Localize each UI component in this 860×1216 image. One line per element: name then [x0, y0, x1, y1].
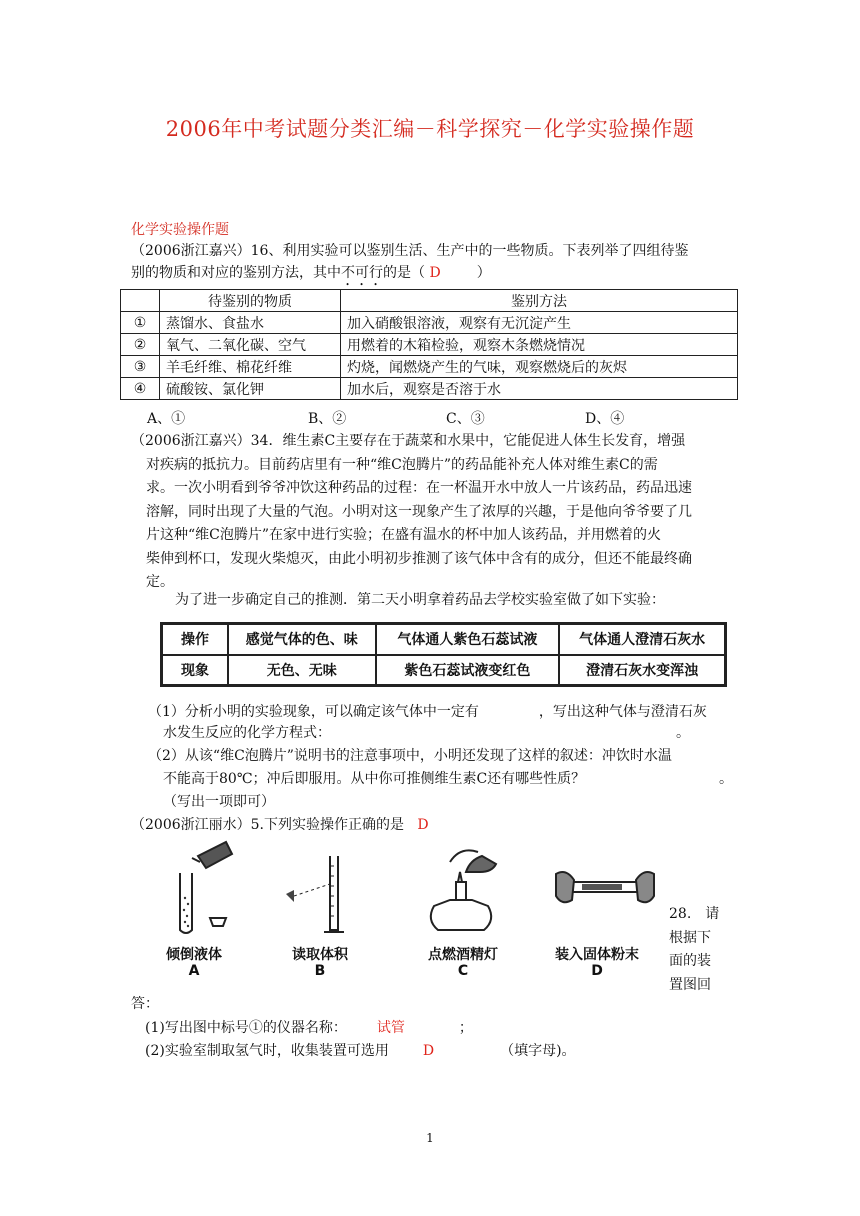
figure-letter: B: [314, 963, 326, 979]
table-cell: ③: [121, 356, 160, 378]
q28-side-line: 28. 请: [669, 906, 720, 922]
table-row: [162, 624, 726, 655]
figure-letter: D: [591, 963, 603, 979]
table-cell: 加入硝酸银溶液，观察有无沉淀产生: [341, 312, 738, 334]
q34-line: 片这种“维C泡腾片”在家中进行实验；在盛有温水的杯中加人该药品，并用燃着的火: [146, 527, 662, 543]
q34-line: 求。一次小明看到爷爷冲饮这种药品的过程：在一杯温开水中放人一片该药品，药品迅速: [146, 480, 692, 496]
figure-letter: C: [457, 963, 469, 979]
figure-label: 读取体积: [292, 947, 348, 963]
table-cell: 现象: [162, 655, 229, 686]
option-b: B、②: [308, 411, 347, 427]
option-a: A、①: [147, 411, 186, 427]
table-header: [121, 290, 160, 312]
option-d: D、④: [585, 411, 625, 427]
alcohol-lamp-figure: [420, 842, 510, 937]
figure-label: 装入固体粉末: [555, 947, 639, 963]
q16-table: [120, 289, 738, 400]
q34-sub1-end: 。: [676, 725, 690, 741]
q16-stem-post: 的是（: [383, 265, 425, 281]
table-cell: ②: [121, 334, 160, 356]
q28-sub2-answer: D: [422, 1043, 435, 1059]
q34-paragraph-2: 为了进一步确定自己的推测．第二天小明拿着药品去学校实验室做了如下实验：: [175, 592, 665, 608]
table-cell: 澄清石灰水变浑浊: [559, 655, 725, 686]
figure-label: 点燃酒精灯: [428, 947, 498, 963]
table-row: [162, 655, 726, 686]
figure-label: 倾倒液体: [166, 947, 222, 963]
q34-line: 定。: [146, 574, 174, 590]
table-cell: 气体通人澄清石灰水: [559, 624, 725, 655]
page-title: 2006年中考试题分类汇编－科学探究－化学实验操作题: [165, 117, 695, 141]
graduated-cylinder-figure: [280, 852, 360, 937]
q16-stem-line2: [131, 262, 491, 289]
q34-sub1-line1: [148, 701, 707, 723]
table-cell: ④: [121, 378, 160, 400]
table-cell: 气体通人紫色石蕊试液: [376, 624, 560, 655]
q5-stem-text: （2006浙江丽水）5.下列实验操作正确的是: [131, 817, 404, 833]
table-row: [121, 356, 738, 378]
q28-sub1-end: ；: [458, 1020, 473, 1036]
q28-side-text: [669, 903, 719, 997]
table-row: [121, 378, 738, 400]
q34-line: （2006浙江嘉兴）34．维生素C主要存在于蔬菜和水果中，它能促进人体生长发育，增强: [131, 433, 686, 449]
experiment-table: [160, 622, 727, 687]
q28-sub1-text: (1)写出图中标号①的仪器名称：: [145, 1020, 347, 1036]
option-c: C、③: [446, 411, 485, 427]
q34-sub2-line1: （2）从该“维C泡腾片”说明书的注意事项中，小明还发现了这样的叙述：冲饮时水温: [148, 748, 672, 764]
q34-sub2-line2: 不能高于80℃；冲后即服用。从中你可推侧维生素C还有哪些性质？: [163, 771, 586, 787]
q34-sub2-note: （写出一项即可）: [163, 794, 275, 810]
q16-stem-pre: 别的物质和对应的鉴别方法，其中: [131, 265, 341, 281]
table-cell: 紫色石蕊试液变红色: [376, 655, 560, 686]
q28-side-line: 根据下: [669, 929, 711, 946]
q34-sub1-text-b: ，写出这种气体与澄清石灰: [538, 704, 707, 720]
q28-sub1: [145, 1017, 473, 1039]
q5-answer: D: [417, 817, 429, 833]
q28-side-line: 置图回: [669, 976, 711, 993]
q28-tail: 答：: [131, 996, 159, 1012]
q28-sub2-end: （填字母)。: [500, 1043, 576, 1059]
table-cell: 用燃着的木箱检验，观察木条燃烧情况: [341, 334, 738, 356]
q5-stem: [131, 814, 429, 836]
pouring-liquid-figure: [160, 838, 240, 938]
table-cell: 操作: [162, 624, 229, 655]
table-cell: 加水后，观察是否溶于水: [341, 378, 738, 400]
table-cell: 硫酸铵、氯化钾: [160, 378, 341, 400]
q28-sub2-text: (2)实验室制取氢气时，收集装置可选用: [145, 1043, 389, 1059]
section-heading: 化学实验操作题: [131, 222, 229, 238]
q16-emphasis: 不可行: [341, 265, 383, 281]
q16-answer: D: [429, 265, 441, 281]
q28-sub2: [145, 1040, 576, 1062]
table-cell: 灼烧，闻燃烧产生的气味，观察燃烧后的灰烬: [341, 356, 738, 378]
q34-line: 对疾病的抵抗力。目前药店里有一种“维C泡腾片”的药品能补充人体对维生素C的需: [146, 456, 658, 473]
q28-side-line: 面的装: [669, 953, 711, 969]
table-row: [121, 312, 738, 334]
page-number: 1: [426, 1131, 434, 1145]
q34-sub1-line2: 水发生反应的化学方程式：: [163, 725, 331, 741]
table-header: 鉴别方法: [341, 290, 738, 312]
q34-sub2-end: 。: [719, 771, 733, 787]
q34-line: 溶解，同时出现了大量的气泡。小明对这一现象产生了浓厚的兴趣，于是他向爷爷要了几: [146, 503, 692, 520]
q34-paragraph: [131, 430, 692, 595]
table-header: 待鉴别的物质: [160, 290, 341, 312]
figure-letter: A: [188, 963, 200, 979]
q16-stem-line1: （2006浙江嘉兴）16、利用实验可以鉴别生活、生产中的一些物质。下表列举了四组待鉴: [131, 243, 689, 259]
table-row: [121, 334, 738, 356]
table-cell: 羊毛纤维、棉花纤维: [160, 356, 341, 378]
solid-powder-figure: [552, 852, 658, 932]
table-cell: 氧气、二氧化碳、空气: [160, 334, 341, 356]
q34-sub1-text-a: （1）分析小明的实验现象，可以确定该气体中一定有: [148, 704, 479, 720]
table-cell: 感觉气体的色、味: [228, 624, 376, 655]
q28-sub1-answer: 试管: [376, 1020, 405, 1036]
table-cell: 无色、无味: [228, 655, 376, 686]
table-cell: ①: [121, 312, 160, 334]
q16-close: ）: [476, 265, 491, 281]
q34-line: 柴伸到杯口，发现火柴熄灭，由此小明初步推测了该气体中含有的成分，但还不能最终确: [146, 550, 692, 567]
table-cell: 蒸馏水、食盐水: [160, 312, 341, 334]
